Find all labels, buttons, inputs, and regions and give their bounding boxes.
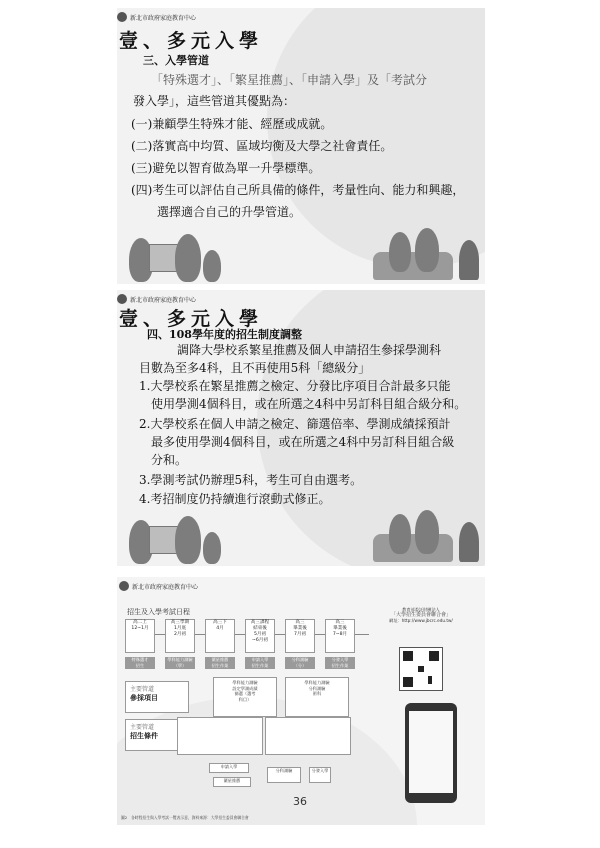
- list-item: (三)避免以智育做為單一升學標準。: [131, 161, 321, 175]
- logo-icon: [119, 581, 129, 591]
- flow-box: 申請入學: [209, 763, 249, 773]
- timeline-box: 高三下 4月: [205, 619, 235, 653]
- stage-label: 申請入學 招生作業: [245, 657, 275, 669]
- schedule-title: 招生及入學考試日程: [127, 608, 190, 616]
- main-channel-box: 主要管道 參採項目: [125, 681, 189, 713]
- list-item: 1.大學校系在繁星推薦之檢定、分發比序項目合計最多只能: [139, 379, 451, 393]
- main-requirement-box: 主要管道 招生條件: [125, 719, 189, 751]
- list-item: (二)落實高中均質、區域均衡及大學之社會責任。: [131, 139, 393, 153]
- timeline-box: 高三學期 1月底 2月初: [165, 619, 195, 653]
- slide-subtitle: 三、入學管道: [143, 54, 209, 67]
- slide-multiple-admission-channels: [117, 8, 485, 284]
- intro-line-1: 調降大學校系繁星推薦及個人申請招生參採學測科: [177, 343, 442, 357]
- stage-label: 特殊選才 招生: [125, 657, 155, 669]
- flow-box: 分科測驗: [267, 767, 301, 783]
- logo: [117, 10, 196, 24]
- figure-footnote: 圖2 各時程招生與入學考試一覽表示意，資料來源：大學招生委員會聯合會: [121, 815, 249, 820]
- stage-label: 分發入學 招生作業: [325, 657, 355, 669]
- page-number: 36: [293, 795, 307, 808]
- timeline-box: 高三 畢業後 7~8月: [325, 619, 355, 653]
- logo: [119, 579, 198, 593]
- list-item: 3.學測考試仍辦理5科，考生可自由選考。: [139, 473, 363, 487]
- timeline-box: 高三 畢業後 7月初: [285, 619, 315, 653]
- slide-subtitle: 四、108學年度的招生制度調整: [147, 328, 302, 341]
- qr-code[interactable]: [399, 647, 443, 691]
- council-info: 教育部委託財團法人 「大學招生委員會聯合會」 網址：http://www.jbcrc.edu.tw/: [389, 607, 453, 624]
- timeline-box: 高三課程 結束後 5月初 ~6月初: [245, 619, 275, 653]
- requirement-detail-a: [177, 717, 263, 755]
- requirement-detail-b: [265, 717, 351, 755]
- intro-line-2: 發入學」，這些管道其優點為：: [133, 94, 296, 108]
- family-illustration-left: [125, 512, 245, 564]
- family-illustration-right: [367, 226, 483, 282]
- logo-text: 新北市政府家庭教育中心: [130, 14, 197, 22]
- list-item: (一)兼顧學生特殊才能、經歷或成就。: [131, 117, 333, 131]
- list-item: 4.考招制度仍持續進行滾動式修正。: [139, 492, 331, 506]
- list-item: 使用學測4個科目，或在所選之4科中另訂科目組合級分和。: [151, 397, 467, 411]
- intro-line-1: 「特殊選才」、「繁星推薦」、「申請入學」及「考試分: [151, 73, 428, 87]
- flow-box: 分發入學: [309, 767, 331, 783]
- exam-box-b: 學科能力測驗 分科測驗 術科: [285, 677, 349, 717]
- flow-box: 繁星推薦: [213, 777, 251, 787]
- list-item: 分和。: [151, 453, 188, 467]
- family-illustration-left: [125, 230, 245, 282]
- slide-title: 壹、多元入學: [119, 30, 264, 52]
- logo-icon: [117, 12, 127, 22]
- logo-text: 新北市政府家庭教育中心: [132, 583, 199, 591]
- stage-label: 繁星推薦 招生作業: [205, 657, 235, 669]
- list-item: 最多使用學測4個科目，或在所選之4科中另訂科目組合級: [151, 435, 455, 449]
- logo-text: 新北市政府家庭教育中心: [130, 296, 197, 304]
- slide-admission-system-adjustment: [117, 290, 485, 566]
- family-illustration-right: [367, 508, 483, 564]
- timeline-box: 高二上 12~1月: [125, 619, 155, 653]
- list-item: 2.大學校系在個人申請之檢定、篩選倍率、學測成績採預計: [139, 417, 451, 431]
- phone-illustration: [405, 703, 457, 803]
- slide-title: 壹、多元入學: [119, 308, 264, 330]
- intro-line-2: 目數為至多4科，且不再使用5科「總級分」: [139, 361, 371, 375]
- stage-label: 分科測驗 （分）: [285, 657, 315, 669]
- list-item: 選擇適合自己的升學管道。: [157, 205, 302, 219]
- list-item: (四)考生可以評估自己所具備的條件，考量性向、能力和興趣，: [131, 183, 465, 197]
- slide-admission-schedule: [117, 577, 485, 825]
- exam-box-a: 學科能力測驗 設定學測成績 篩選（選考 科目）: [213, 677, 277, 717]
- logo-icon: [117, 294, 127, 304]
- stage-label: 學科能力測驗 （學）: [165, 657, 195, 669]
